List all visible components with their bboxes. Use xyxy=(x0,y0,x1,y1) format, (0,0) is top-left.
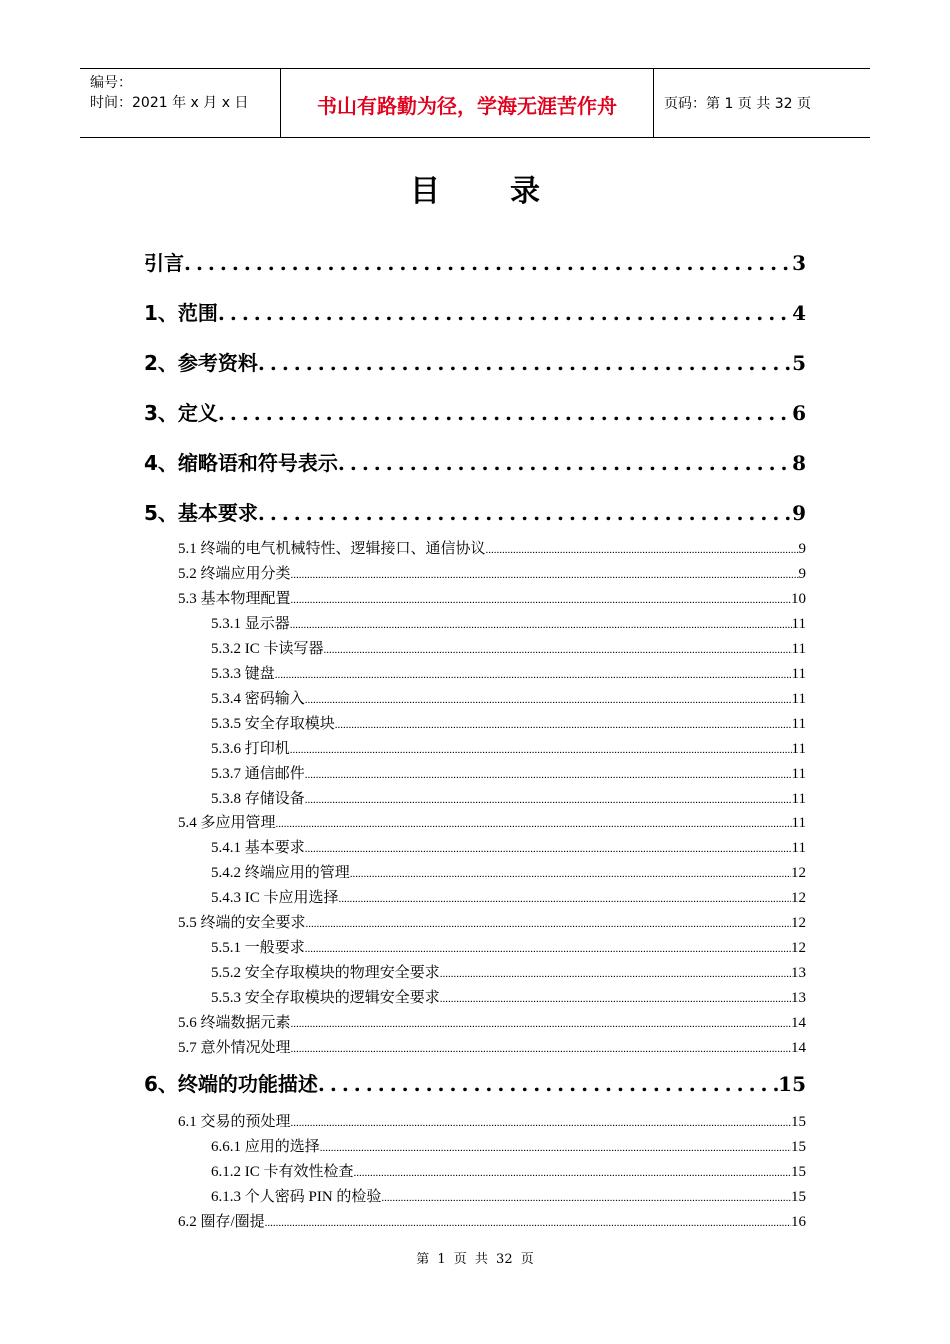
toc-entry-label: 5.3.7 通信邮件 xyxy=(211,766,305,782)
toc-entry-page: 11 xyxy=(791,641,806,657)
page-footer: 第 1 页 共 32 页 xyxy=(416,1252,534,1267)
toc-leader-dots xyxy=(305,943,791,955)
header-page-cell xyxy=(654,69,870,137)
toc-entry-page: 14 xyxy=(791,1015,806,1031)
toc-leader-dots xyxy=(350,868,791,880)
toc-entry-page: 11 xyxy=(791,766,806,782)
toc-entry[interactable] xyxy=(178,1036,806,1058)
toc-leader-dots xyxy=(291,594,791,606)
toc-entry-page: 11 xyxy=(791,616,806,632)
toc-entry[interactable] xyxy=(211,787,806,809)
toc-leader-dots xyxy=(218,301,792,325)
toc-entry[interactable] xyxy=(211,936,806,958)
toc-entry[interactable] xyxy=(144,497,806,527)
toc-entry-label: 5.6 终端数据元素 xyxy=(178,1015,291,1031)
toc-entry[interactable] xyxy=(211,986,806,1008)
toc-entry-label: 5.5.2 安全存取模块的物理安全要求 xyxy=(211,965,440,981)
time-label: 时间：2021 年 x 月 x 日 xyxy=(90,95,249,111)
toc-entry[interactable] xyxy=(178,587,806,609)
toc-leader-dots xyxy=(305,769,792,781)
toc-entry-label: 6、终端的功能描述 xyxy=(144,1072,318,1096)
toc-leader-dots xyxy=(338,451,792,475)
toc-entry-page: 14 xyxy=(791,1040,806,1056)
toc-entry-label: 6.2 圈存/圈提 xyxy=(178,1214,265,1230)
toc-entry-page: 12 xyxy=(791,915,806,931)
toc-leader-dots xyxy=(354,1167,791,1179)
toc-entry-label: 5.3.4 密码输入 xyxy=(211,691,305,707)
toc-entry[interactable] xyxy=(178,811,806,833)
toc-entry[interactable] xyxy=(144,347,806,377)
toc-leader-dots xyxy=(291,1117,791,1129)
toc-entry-label: 5.2 终端应用分类 xyxy=(178,566,291,582)
toc-leader-dots xyxy=(335,719,792,731)
toc-entry[interactable] xyxy=(144,247,806,277)
toc-entry[interactable] xyxy=(178,1011,806,1033)
toc-entry-page: 12 xyxy=(791,865,806,881)
toc-entry-page: 12 xyxy=(791,940,806,956)
toc-entry[interactable] xyxy=(178,537,806,559)
toc-entry-page: 11 xyxy=(791,840,806,856)
toc-leader-dots xyxy=(305,694,792,706)
toc-entry[interactable] xyxy=(211,961,806,983)
toc-entry-page: 16 xyxy=(791,1214,806,1230)
toc-entry-page: 15 xyxy=(791,1114,806,1130)
toc-entry-label: 5.3.2 IC 卡读写器 xyxy=(211,641,324,657)
toc-entry[interactable] xyxy=(211,762,806,784)
toc-entry[interactable] xyxy=(211,1160,806,1182)
toc-entry-page: 6 xyxy=(792,401,806,425)
toc-entry-label: 6.1 交易的预处理 xyxy=(178,1114,291,1130)
toc-entry-page: 13 xyxy=(791,990,806,1006)
toc-entry[interactable] xyxy=(178,1210,806,1232)
toc-leader-dots xyxy=(258,501,792,525)
toc-entry-label: 5.7 意外情况处理 xyxy=(178,1040,291,1056)
motto-text: 书山有路勤为径，学海无涯苦作舟 xyxy=(317,93,617,118)
toc-entry-label: 5.4 多应用管理 xyxy=(178,815,276,831)
toc-entry-label: 5.3.3 键盘 xyxy=(211,666,275,682)
toc-entry[interactable] xyxy=(144,1068,806,1098)
toc-entry-label: 5.4.1 基本要求 xyxy=(211,840,305,856)
toc-entry-page: 3 xyxy=(792,251,806,275)
toc-entry[interactable] xyxy=(144,447,806,477)
toc-entry-page: 10 xyxy=(791,591,806,607)
toc-entry-page: 15 xyxy=(791,1189,806,1205)
toc-entry-label: 1、范围 xyxy=(144,301,218,325)
toc-entry-page: 9 xyxy=(798,541,806,557)
header-motto-cell xyxy=(281,69,654,137)
toc-title: 目录 xyxy=(410,174,610,209)
header-table xyxy=(80,68,870,138)
toc-leader-dots xyxy=(339,893,791,905)
number-label: 编号： xyxy=(90,75,132,91)
toc-entry-page: 5 xyxy=(792,351,806,375)
toc-entry-page: 9 xyxy=(798,566,806,582)
toc-leader-dots xyxy=(381,1192,791,1204)
toc-entry[interactable] xyxy=(211,861,806,883)
toc-entry[interactable] xyxy=(211,1135,806,1157)
toc-entry[interactable] xyxy=(211,687,806,709)
toc-entry-page: 15 xyxy=(791,1139,806,1155)
toc-entry-label: 5.5.1 一般要求 xyxy=(211,940,305,956)
toc-entry-page: 11 xyxy=(791,716,806,732)
toc-entry[interactable] xyxy=(144,297,806,327)
toc-leader-dots xyxy=(291,1018,791,1030)
toc-entry[interactable] xyxy=(178,562,806,584)
toc-leader-dots xyxy=(440,968,791,980)
toc-entry-page: 8 xyxy=(792,451,806,475)
toc-leader-dots xyxy=(291,1043,791,1055)
toc-leader-dots xyxy=(486,544,799,556)
toc-leader-dots xyxy=(306,918,791,930)
toc-entry[interactable] xyxy=(211,737,806,759)
toc-entry-page: 11 xyxy=(791,741,806,757)
toc-entry[interactable] xyxy=(178,1110,806,1132)
toc-entry[interactable] xyxy=(211,662,806,684)
toc-entry-page: 4 xyxy=(792,301,806,325)
toc-leader-dots xyxy=(290,619,792,631)
toc-entry[interactable] xyxy=(211,886,806,908)
toc-entry-label: 4、缩略语和符号表示 xyxy=(144,451,338,475)
toc-entry-label: 5.3.1 显示器 xyxy=(211,616,290,632)
toc-entry-label: 5.1 终端的电气机械特性、逻辑接口、通信协议 xyxy=(178,541,486,557)
toc-entry-label: 引言 xyxy=(144,251,184,275)
toc-entry-label: 5.4.3 IC 卡应用选择 xyxy=(211,890,339,906)
toc-leader-dots xyxy=(291,569,799,581)
toc-entry-label: 5.5 终端的安全要求 xyxy=(178,915,306,931)
toc-entry-label: 5.3.5 安全存取模块 xyxy=(211,716,335,732)
toc-entry-page: 11 xyxy=(791,691,806,707)
toc-leader-dots xyxy=(218,401,792,425)
toc-entry-label: 3、定义 xyxy=(144,401,218,425)
toc-entry-label: 5、基本要求 xyxy=(144,501,258,525)
toc-entry-page: 15 xyxy=(778,1072,806,1096)
toc-entry-label: 6.1.2 IC 卡有效性检查 xyxy=(211,1164,354,1180)
toc-leader-dots xyxy=(276,818,792,830)
toc-entry[interactable] xyxy=(211,637,806,659)
page-info: 页码：第 1 页 共 32 页 xyxy=(664,96,811,112)
toc-entry-label: 5.5.3 安全存取模块的逻辑安全要求 xyxy=(211,990,440,1006)
toc-entry-page: 12 xyxy=(791,890,806,906)
toc-entry[interactable] xyxy=(144,397,806,427)
toc-entry[interactable] xyxy=(211,1185,806,1207)
toc-entry[interactable] xyxy=(211,836,806,858)
toc-leader-dots xyxy=(305,843,792,855)
header-meta-cell xyxy=(80,69,281,137)
toc-entry-label: 2、参考资料 xyxy=(144,351,258,375)
toc-entry-page: 9 xyxy=(792,501,806,525)
toc-leader-dots xyxy=(265,1217,791,1229)
toc-leader-dots xyxy=(320,1142,791,1154)
toc-leader-dots xyxy=(184,251,792,275)
toc-entry-page: 11 xyxy=(791,815,806,831)
toc-entry-label: 5.3.6 打印机 xyxy=(211,741,290,757)
toc-leader-dots xyxy=(290,744,792,756)
toc-entry-page: 13 xyxy=(791,965,806,981)
toc-entry-label: 5.3.8 存储设备 xyxy=(211,791,305,807)
toc-entry-page: 11 xyxy=(791,666,806,682)
toc-leader-dots xyxy=(318,1072,778,1096)
toc-leader-dots xyxy=(275,669,792,681)
toc-entry[interactable] xyxy=(178,911,806,933)
toc-leader-dots xyxy=(258,351,792,375)
toc-entry-label: 6.6.1 应用的选择 xyxy=(211,1139,320,1155)
toc-entry-label: 5.4.2 终端应用的管理 xyxy=(211,865,350,881)
toc-entry[interactable] xyxy=(211,612,806,634)
toc-entry-page: 15 xyxy=(791,1164,806,1180)
toc-entry[interactable] xyxy=(211,712,806,734)
toc-entry-page: 11 xyxy=(791,791,806,807)
toc-entry-label: 6.1.3 个人密码 PIN 的检验 xyxy=(211,1189,382,1205)
toc-leader-dots xyxy=(305,794,792,806)
toc-entry-label: 5.3 基本物理配置 xyxy=(178,591,291,607)
toc-leader-dots xyxy=(324,644,792,656)
toc-leader-dots xyxy=(440,993,791,1005)
